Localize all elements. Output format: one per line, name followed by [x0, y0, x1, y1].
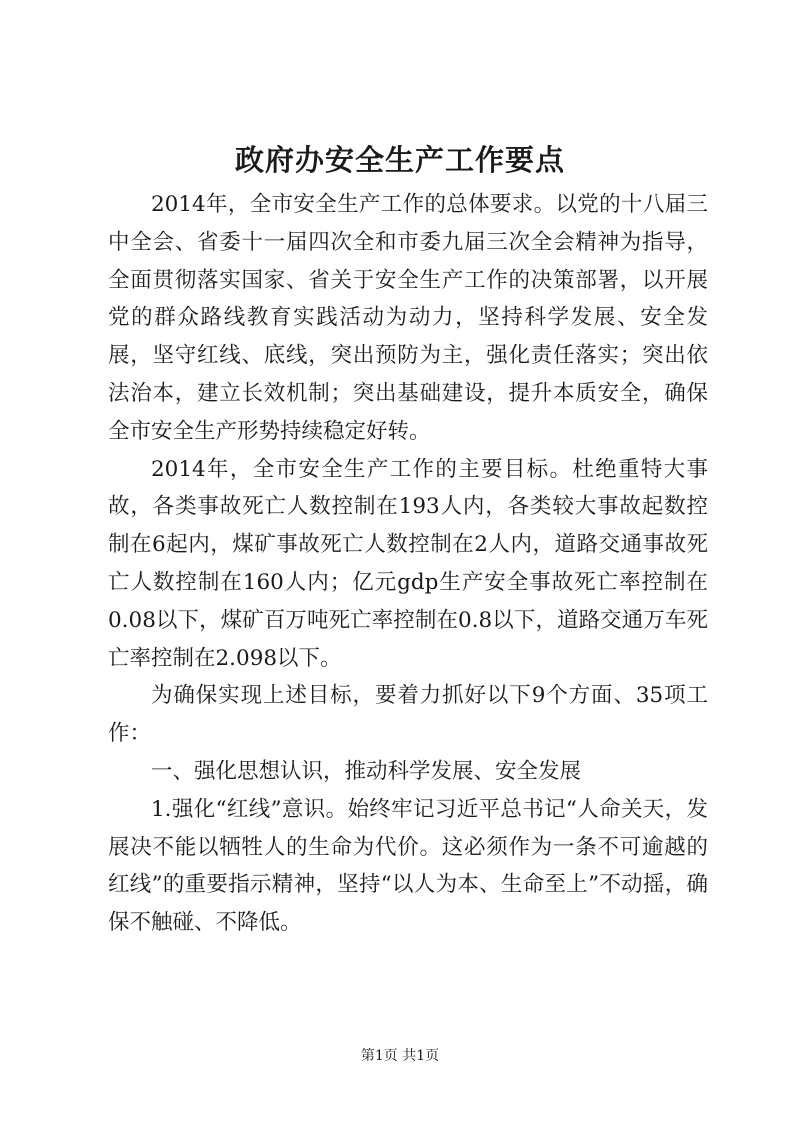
paragraph-item-1: 1.强化“红线”意识。始终牢记习近平总书记“人命关天，发展决不能以牺牲人的生命为代价。这必须作为一条不可逾越的红线”的重要指示精神，坚持“以人为本、生命至上”不动摇，确保不触碰、不降低。	[108, 796, 708, 936]
page-footer: 第1页 共1页	[360, 1048, 440, 1064]
paragraph-work-overview: 为确保实现上述目标，要着力抓好以下9个方面、35项工作：	[108, 683, 708, 747]
section-heading-1: 一、强化思想认识，推动科学发展、安全发展	[151, 758, 582, 784]
paragraph-main-targets: 2014年，全市安全生产工作的主要目标。杜绝重特大事故，各类事故死亡人数控制在193人内，各类较大事故起数控制在6起内，煤矿事故死亡人数控制在2人内，道路交通事故死亡人数控制在160人内；亿元gdp生产安全事故死亡率控制在0.08以下，煤矿百万吨死亡率控制在0.8以下，道路交通万车死亡率控制在2.098以下。	[108, 456, 708, 671]
document-body	[108, 186, 708, 942]
document-title: 政府办安全生产工作要点	[234, 143, 565, 177]
paragraph-overall-requirements: 2014年，全市安全生产工作的总体要求。以党的十八届三中全会、省委十一届四次全和市委九届三次全会精神为指导，全面贯彻落实国家、省关于安全生产工作的决策部署，以开展党的群众路线教育实践活动为动力，坚持科学发展、安全发展，坚守红线、底线，突出预防为主，强化责任落实；突出依法治本，建立长效机制；突出基础建设，提升本质安全，确保全市安全生产形势持续稳定好转。	[108, 192, 708, 444]
